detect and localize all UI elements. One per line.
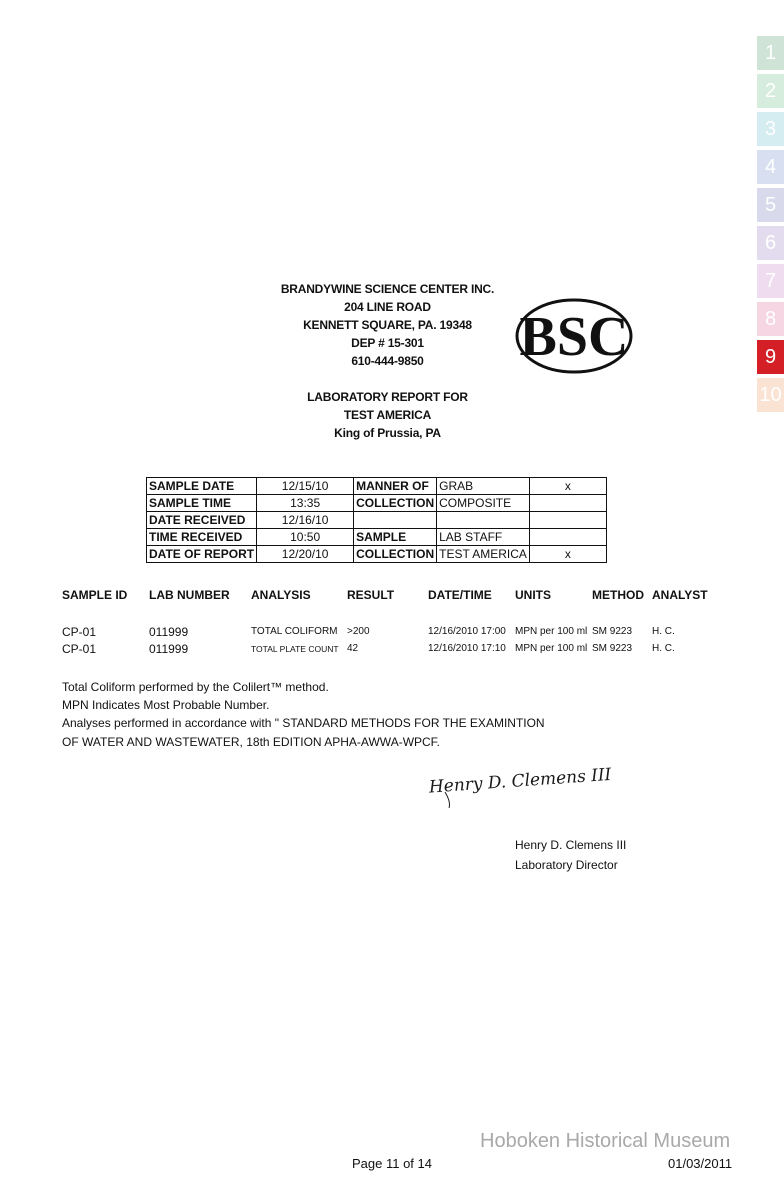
- info-option: TEST AMERICA: [437, 546, 530, 563]
- result: >200: [347, 626, 370, 637]
- page-tab-6[interactable]: 6: [757, 226, 784, 260]
- col-analysis: ANALYSIS: [251, 588, 311, 602]
- page-tab-4[interactable]: 4: [757, 150, 784, 184]
- museum-watermark: Hoboken Historical Museum: [480, 1130, 731, 1152]
- info-option: LAB STAFF: [437, 529, 530, 546]
- col-result: RESULT: [347, 588, 395, 602]
- info-mark: x: [529, 546, 606, 563]
- address-line-1: 204 LINE ROAD: [344, 300, 431, 314]
- sample-id: CP-01: [62, 625, 97, 639]
- client-name: TEST AMERICA: [343, 408, 432, 422]
- info-value: 12/20/10: [257, 546, 354, 563]
- col-sample-id: SAMPLE ID: [62, 588, 128, 602]
- page-tab-2[interactable]: 2: [757, 74, 784, 108]
- info-option: [437, 512, 530, 529]
- info-row: [147, 478, 607, 495]
- page-tab-1[interactable]: 1: [757, 36, 784, 70]
- info-label-2: [354, 512, 437, 529]
- result: 42: [347, 643, 359, 654]
- info-label-2: SAMPLE: [354, 529, 437, 546]
- page-tab-9[interactable]: 9: [757, 340, 784, 374]
- info-value: 10:50: [257, 529, 354, 546]
- phone-number: 610-444-9850: [351, 354, 424, 368]
- note-analyses: Analyses performed in accordance with " STANDARD METHODS FOR THE EXAMINTION: [62, 716, 545, 730]
- info-label: TIME RECEIVED: [147, 529, 257, 546]
- info-label-2: MANNER OF: [354, 478, 437, 495]
- info-value: 13:35: [257, 495, 354, 512]
- page-number: Page 11 of 14: [352, 1156, 432, 1171]
- address-line-2: KENNETT SQUARE, PA. 19348: [303, 318, 472, 332]
- units: MPN per 100 ml: [515, 643, 588, 654]
- info-value: 12/16/10: [257, 512, 354, 529]
- page-tab-7[interactable]: 7: [757, 264, 784, 298]
- lab-number: 011999: [149, 642, 189, 656]
- svg-text:BSC: BSC: [519, 306, 629, 368]
- info-mark: x: [529, 478, 606, 495]
- info-row: [147, 529, 607, 546]
- info-mark: [529, 529, 606, 546]
- info-option: COMPOSITE: [437, 495, 530, 512]
- bsc-logo: [515, 298, 633, 374]
- col-units: UNITS: [515, 588, 551, 602]
- svg-text:Henry D. Clemens III: Henry D. Clemens III: [428, 764, 612, 798]
- date-time: 12/16/2010 17:10: [428, 643, 506, 654]
- dep-number: DEP # 15-301: [351, 336, 424, 350]
- info-label: DATE RECEIVED: [147, 512, 257, 529]
- sample-info-table: [146, 477, 607, 563]
- company-name: BRANDYWINE SCIENCE CENTER INC.: [280, 282, 495, 296]
- info-label: DATE OF REPORT: [147, 546, 257, 563]
- info-mark: [529, 512, 606, 529]
- handwritten-signature: [425, 760, 612, 810]
- analysis: TOTAL COLIFORM: [251, 626, 338, 637]
- info-label: SAMPLE TIME: [147, 495, 257, 512]
- col-analyst: ANALYST: [652, 588, 708, 602]
- signer-name: Henry D. Clemens III: [515, 838, 627, 852]
- page-tab-5[interactable]: 5: [757, 188, 784, 222]
- page-tab-10[interactable]: 10: [757, 378, 784, 412]
- info-label-2: COLLECTION: [354, 495, 437, 512]
- sample-id: CP-01: [62, 642, 97, 656]
- col-method: METHOD: [592, 588, 644, 602]
- analyst: H. C.: [652, 626, 675, 637]
- side-page-tabs: [757, 36, 784, 416]
- info-label-2: COLLECTION: [354, 546, 437, 563]
- method: SM 9223: [592, 626, 633, 637]
- lab-number: 011999: [149, 625, 189, 639]
- info-mark: [529, 495, 606, 512]
- info-row: [147, 512, 607, 529]
- method: SM 9223: [592, 643, 633, 654]
- client-location: King of Prussia, PA: [334, 426, 441, 440]
- analyst: H. C.: [652, 643, 675, 654]
- info-value: 12/15/10: [257, 478, 354, 495]
- units: MPN per 100 ml: [515, 626, 588, 637]
- analysis: TOTAL PLATE COUNT: [251, 644, 339, 654]
- col-date-time: DATE/TIME: [428, 588, 492, 602]
- page-tab-3[interactable]: 3: [757, 112, 784, 146]
- footer-date: 01/03/2011: [668, 1156, 733, 1171]
- info-label: SAMPLE DATE: [147, 478, 257, 495]
- note-coliform: Total Coliform performed by the Colilert™ method.: [62, 680, 329, 694]
- info-row: [147, 546, 607, 563]
- note-standards: OF WATER AND WASTEWATER, 18th EDITION APHA-AWWA-WPCF.: [62, 735, 441, 749]
- signer-title: Laboratory Director: [515, 858, 618, 872]
- date-time: 12/16/2010 17:00: [428, 626, 506, 637]
- info-row: [147, 495, 607, 512]
- info-option: GRAB: [437, 478, 530, 495]
- report-title: LABORATORY REPORT FOR: [307, 390, 468, 404]
- col-lab-number: LAB NUMBER: [149, 588, 230, 602]
- page-tab-8[interactable]: 8: [757, 302, 784, 336]
- note-mpn: MPN Indicates Most Probable Number.: [62, 698, 270, 712]
